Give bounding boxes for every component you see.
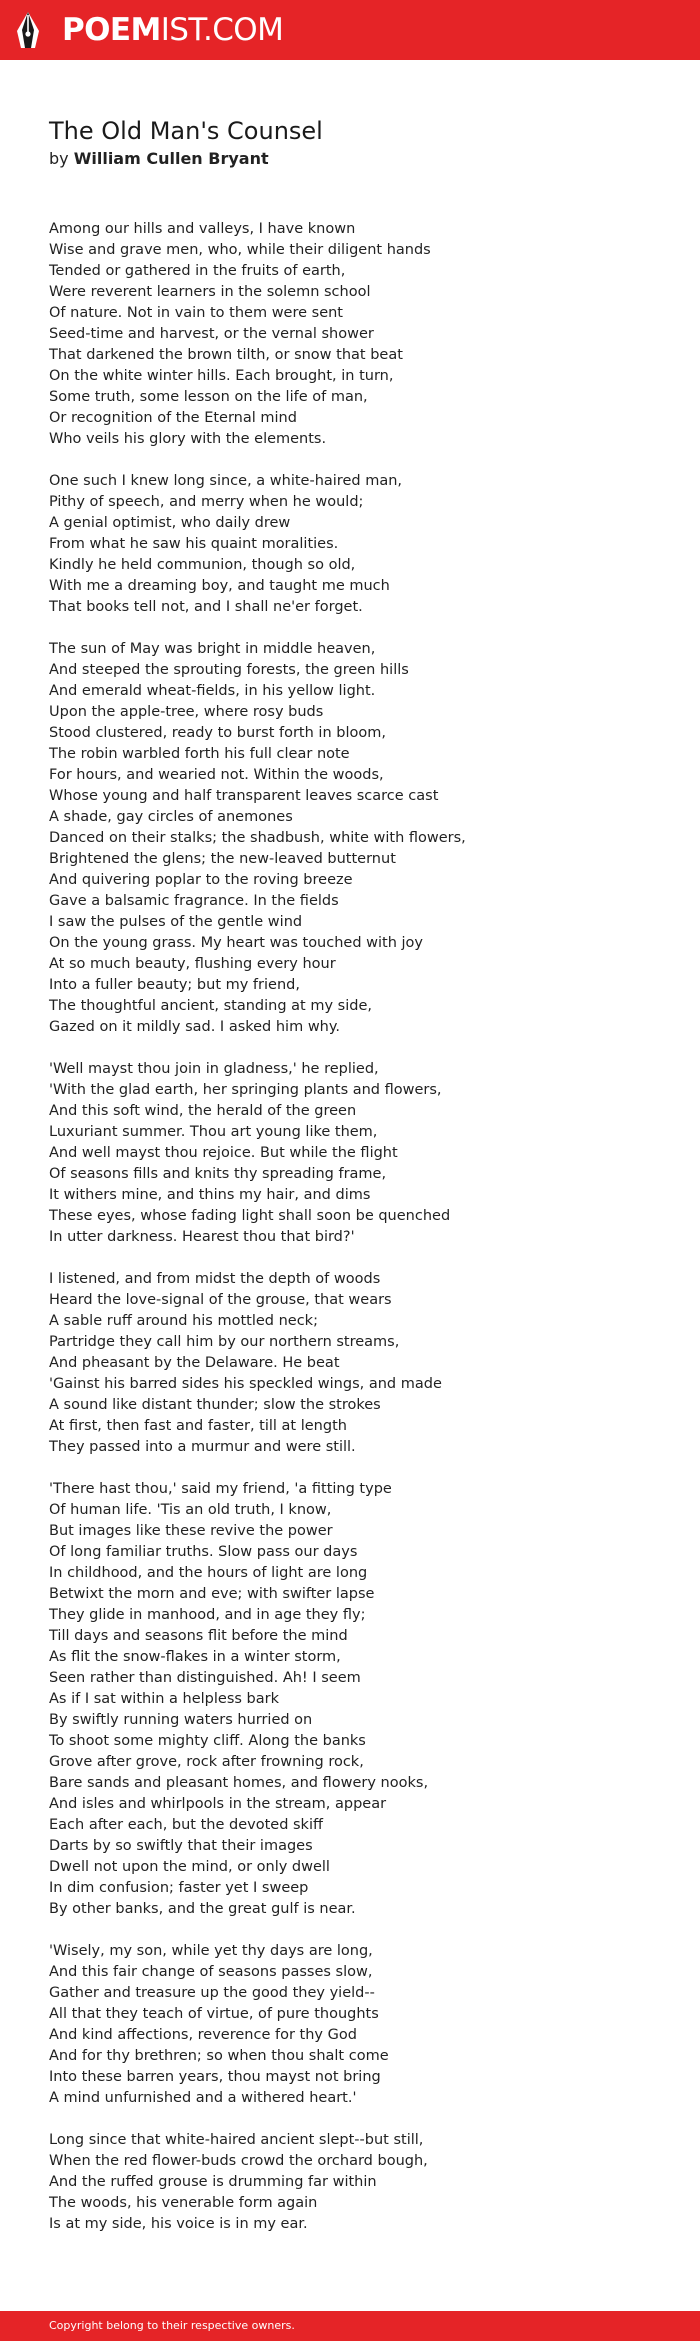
poem-line: In dim confusion; faster yet I sweep [49, 1880, 309, 1896]
poem-body [49, 219, 669, 2256]
poem-line: The woods, his venerable form again [49, 2195, 318, 2211]
poem-line: One such I knew long since, a white-haired man, [49, 473, 402, 489]
poem-line: The sun of May was bright in middle heaven, [49, 641, 376, 657]
poem-line: And this fair change of seasons passes slow, [49, 1964, 373, 1980]
poem-line: Betwixt the morn and eve; with swifter lapse [49, 1586, 375, 1602]
poem-line: Gather and treasure up the good they yield-- [49, 1985, 375, 2001]
by-label: by [49, 149, 69, 168]
poem-line: Wise and grave men, who, while their diligent hands [49, 242, 431, 258]
poem-line: Dwell not upon the mind, or only dwell [49, 1859, 330, 1875]
poem-line: 'Wisely, my son, while yet thy days are long, [49, 1943, 373, 1959]
poem-line: Gazed on it mildly sad. I asked him why. [49, 1019, 340, 1035]
stanza [49, 1059, 669, 1248]
poem-line: And quivering poplar to the roving breeze [49, 872, 353, 888]
poem-line: As flit the snow-flakes in a winter storm, [49, 1649, 341, 1665]
poem-line: From what he saw his quaint moralities. [49, 536, 339, 552]
poem-line: Into these barren years, thou mayst not bring [49, 2069, 381, 2085]
stanza [49, 1479, 669, 1920]
poem-line: Bare sands and pleasant homes, and flowery nooks, [49, 1775, 429, 1791]
poem-line: 'Gainst his barred sides his speckled wings, and made [49, 1376, 442, 1392]
poem-line: To shoot some mighty cliff. Along the banks [49, 1733, 366, 1749]
poem-line: Grove after grove, rock after frowning rock, [49, 1754, 364, 1770]
poem-line: They passed into a murmur and were still. [49, 1439, 356, 1455]
poem-line: That darkened the brown tilth, or snow that beat [49, 347, 403, 363]
poem-line: Kindly he held communion, though so old, [49, 557, 356, 573]
poem-line: Of human life. 'Tis an old truth, I know, [49, 1502, 332, 1518]
stanza [49, 219, 669, 450]
poem-title: The Old Man's Counsel [49, 117, 323, 145]
poem-line: At first, then fast and faster, till at length [49, 1418, 347, 1434]
poem-line: Upon the apple-tree, where rosy buds [49, 704, 324, 720]
poem-line: The robin warbled forth his full clear note [49, 746, 350, 762]
poem-line: And isles and whirlpools in the stream, appear [49, 1796, 387, 1812]
poem-line: Brightened the glens; the new-leaved butternut [49, 851, 396, 867]
poem-line: And for thy brethren; so when thou shalt come [49, 2048, 389, 2064]
poem-line: And steeped the sprouting forests, the green hills [49, 662, 409, 678]
brand-light-text: IST.COM [160, 12, 284, 48]
poem-line: Or recognition of the Eternal mind [49, 410, 297, 426]
poem-line: As if I sat within a helpless bark [49, 1691, 279, 1707]
poem-line: I listened, and from midst the depth of woods [49, 1271, 381, 1287]
poem-byline [49, 148, 269, 170]
poem-line: 'Well mayst thou join in gladness,' he replied, [49, 1061, 379, 1077]
poem-line: Long since that white-haired ancient slept--but still, [49, 2132, 424, 2148]
poem-line: A mind unfurnished and a withered heart.' [49, 2090, 357, 2106]
poem-line: A sable ruff around his mottled neck; [49, 1313, 318, 1329]
poem-line: Seen rather than distinguished. Ah! I seem [49, 1670, 361, 1686]
stanza [49, 471, 669, 618]
poem-line: Each after each, but the devoted skiff [49, 1817, 323, 1833]
poem-line: Whose young and half transparent leaves scarce cast [49, 788, 439, 804]
poem-line: Seed-time and harvest, or the vernal shower [49, 326, 374, 342]
poem-line: It withers mine, and thins my hair, and dims [49, 1187, 371, 1203]
poem-line: Stood clustered, ready to burst forth in bloom, [49, 725, 386, 741]
stanza [49, 2130, 669, 2235]
poem-line: When the red flower-buds crowd the orchard bough, [49, 2153, 428, 2169]
poem-line: 'There hast thou,' said my friend, 'a fitting type [49, 1481, 392, 1497]
poem-line: And this soft wind, the herald of the green [49, 1103, 357, 1119]
poem-line: That books tell not, and I shall ne'er forget. [49, 599, 363, 615]
poem-line: 'With the glad earth, her springing plants and flowers, [49, 1082, 442, 1098]
stanza [49, 1269, 669, 1458]
poem-line: With me a dreaming boy, and taught me much [49, 578, 390, 594]
poem-line: All that they teach of virtue, of pure thoughts [49, 2006, 379, 2022]
poem-line: By other banks, and the great gulf is near. [49, 1901, 356, 1917]
poem-line: Gave a balsamic fragrance. In the fields [49, 893, 339, 909]
poem-line: At so much beauty, flushing every hour [49, 956, 336, 972]
poem-line: Who veils his glory with the elements. [49, 431, 327, 447]
poem-line: Among our hills and valleys, I have known [49, 221, 356, 237]
poem-line: A genial optimist, who daily drew [49, 515, 291, 531]
poem-line: And well mayst thou rejoice. But while the flight [49, 1145, 398, 1161]
brand-bold-text: POEM [62, 12, 161, 48]
site-footer [0, 2311, 700, 2341]
poem-line: Of long familiar truths. Slow pass our days [49, 1544, 358, 1560]
pen-nib-icon[interactable] [16, 11, 40, 49]
poem-line: Were reverent learners in the solemn school [49, 284, 371, 300]
poem-line: These eyes, whose fading light shall soon be quenched [49, 1208, 451, 1224]
poem-line: Of nature. Not in vain to them were sent [49, 305, 343, 321]
poem-line: And the ruffed grouse is drumming far within [49, 2174, 377, 2190]
poem-line: Partridge they call him by our northern streams, [49, 1334, 400, 1350]
poem-line: On the white winter hills. Each brought, in turn, [49, 368, 394, 384]
poem-line: A shade, gay circles of anemones [49, 809, 293, 825]
poem-line: Of seasons fills and knits thy spreading frame, [49, 1166, 387, 1182]
stanza [49, 639, 669, 1038]
poem-line: They glide in manhood, and in age they fly; [49, 1607, 366, 1623]
poem-line: In utter darkness. Hearest thou that bird?' [49, 1229, 355, 1245]
poem-line: Darts by so swiftly that their images [49, 1838, 313, 1854]
author-name[interactable]: William Cullen Bryant [73, 149, 269, 168]
poem-line: And kind affections, reverence for thy God [49, 2027, 357, 2043]
poem-line: Heard the love-signal of the grouse, that wears [49, 1292, 392, 1308]
poem-line: Danced on their stalks; the shadbush, white with flowers, [49, 830, 466, 846]
poem-line: And pheasant by the Delaware. He beat [49, 1355, 340, 1371]
poem-line: But images like these revive the power [49, 1523, 333, 1539]
site-header [0, 0, 700, 60]
poem-line: I saw the pulses of the gentle wind [49, 914, 303, 930]
poem-line: And emerald wheat-fields, in his yellow light. [49, 683, 376, 699]
poem-line: Is at my side, his voice is in my ear. [49, 2216, 308, 2232]
poem-line: Luxuriant summer. Thou art young like them, [49, 1124, 378, 1140]
poem-line: Pithy of speech, and merry when he would; [49, 494, 364, 510]
copyright-text: Copyright belong to their respective owners. [49, 2319, 295, 2332]
poem-line: Till days and seasons flit before the mind [49, 1628, 348, 1644]
poem-line: On the young grass. My heart was touched with joy [49, 935, 423, 951]
poem-line: Tended or gathered in the fruits of earth, [49, 263, 346, 279]
poem-line: The thoughtful ancient, standing at my side, [49, 998, 372, 1014]
poem-line: Some truth, some lesson on the life of man, [49, 389, 368, 405]
site-logo-text[interactable] [62, 11, 283, 49]
poem-line: In childhood, and the hours of light are long [49, 1565, 368, 1581]
poem-line: Into a fuller beauty; but my friend, [49, 977, 300, 993]
poem-line: By swiftly running waters hurried on [49, 1712, 313, 1728]
poem-line: For hours, and wearied not. Within the woods, [49, 767, 384, 783]
stanza [49, 1941, 669, 2109]
poem-line: A sound like distant thunder; slow the strokes [49, 1397, 381, 1413]
